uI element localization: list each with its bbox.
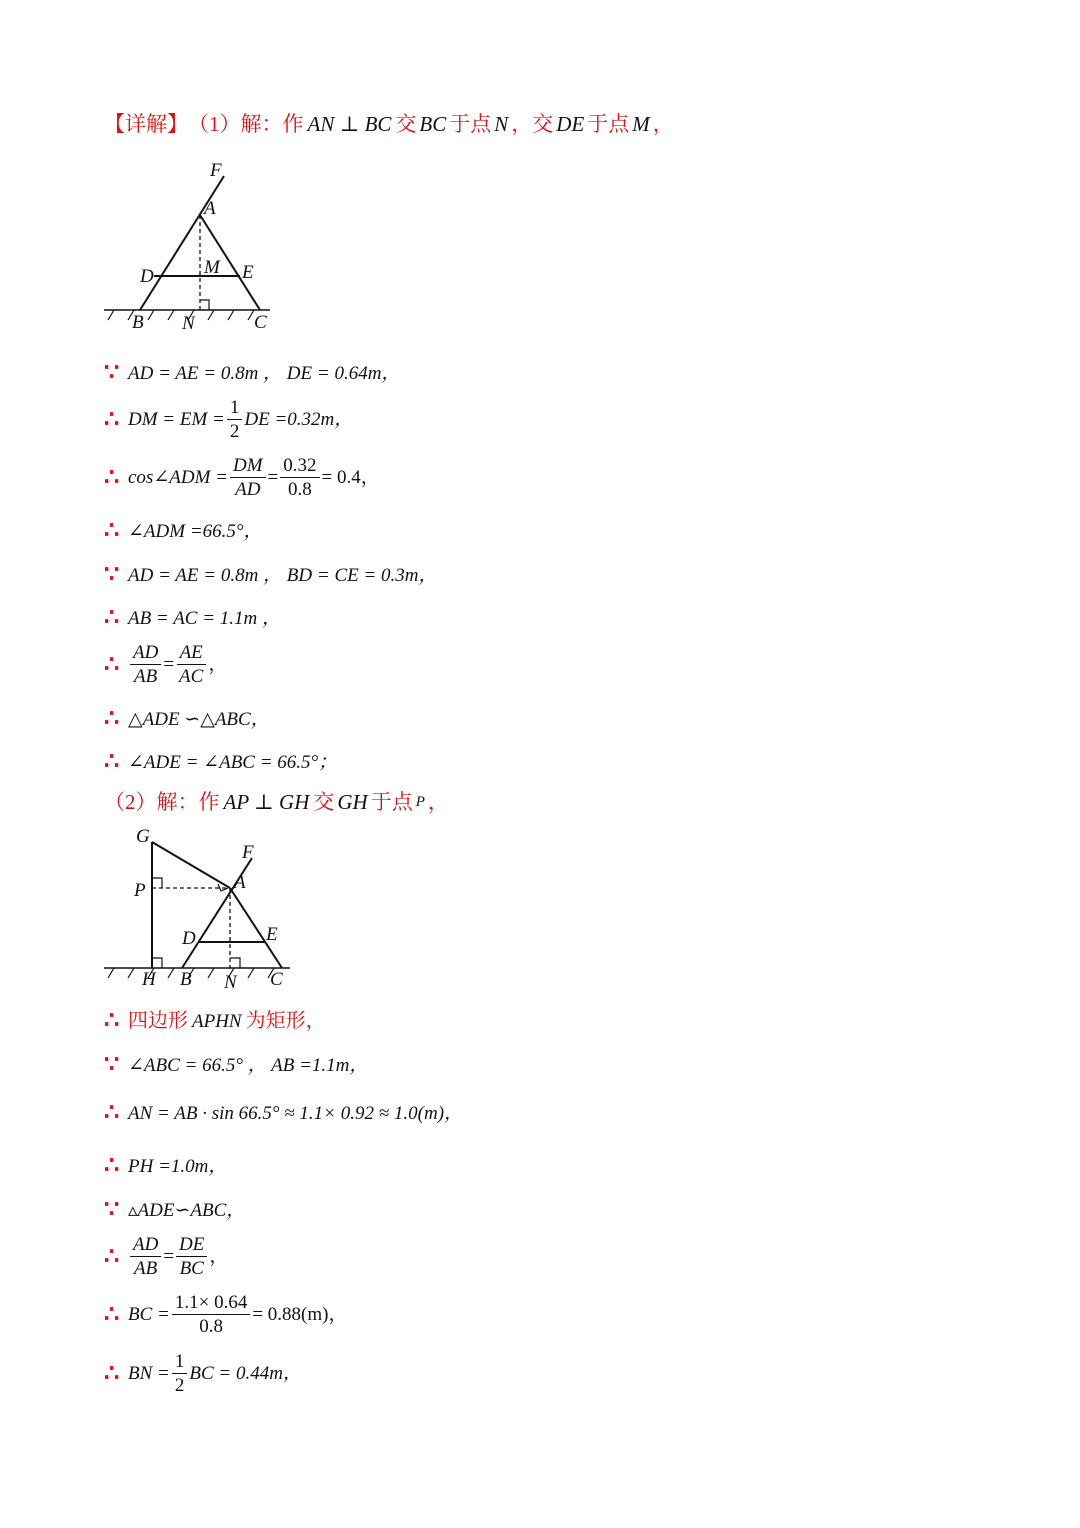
step2-2: ∵ ∠ABC = 66.5° ， AB =1.1m， — [104, 1052, 369, 1078]
step-5: ∵ AD = AE = 0.8m ， BD = CE = 0.3m， — [104, 562, 438, 588]
fraction: $\frac{DM}{AD}$ — [230, 456, 266, 499]
fraction: $\frac{AE}{AC}$ — [176, 643, 206, 686]
step2-6: ∴ $\frac{AD}{AB}$ = $\frac{DE}{BC}$ ， — [104, 1234, 229, 1279]
triangle-figure-2 — [100, 822, 300, 994]
label-f: F — [210, 160, 222, 181]
fraction: $\frac{0.32}{0.8}$ — [280, 456, 319, 499]
label-n: N — [182, 313, 195, 334]
fraction: $\frac{AD}{AB}$ — [130, 643, 161, 686]
label-e: E — [266, 924, 278, 945]
step-6: ∴ AB = AC = 1.1m ， — [104, 605, 282, 631]
fraction: $\frac{1}{2}$ — [227, 398, 243, 441]
step2-1: ∴ 四边形 APHN 为矩形， — [104, 1008, 326, 1034]
step2-4: ∴ PH =1.0m， — [104, 1153, 228, 1179]
label-e: E — [242, 262, 254, 283]
label-g: G — [136, 826, 150, 847]
label-m: M — [204, 257, 220, 278]
fraction: $\frac{1}{2}$ — [172, 1352, 188, 1395]
step-7: ∴ $\frac{AD}{AB}$ = $\frac{AE}{AC}$ ， — [104, 642, 228, 687]
label-d: D — [140, 266, 154, 287]
label-f: F — [242, 842, 254, 863]
detail-tag: 【详解】 — [104, 112, 188, 136]
part2-heading: （2）解：作 AP ⊥ GH 交 GH 于点 P ， — [104, 790, 449, 814]
triangle-figure-1 — [100, 158, 280, 338]
label-a: A — [204, 198, 216, 219]
step2-3: ∴ AN = AB · sin 66.5° ≈ 1.1× 0.92 ≈ 1.0(m)， — [104, 1100, 464, 1126]
fraction: $\frac{DE}{BC}$ — [176, 1235, 207, 1278]
label-b: B — [180, 969, 192, 990]
label-d: D — [182, 928, 196, 949]
solution-heading: 【详解】 （1）解：作 AN ⊥ BC 交 BC 于点 N ， 交 DE 于点 M ， — [104, 112, 674, 136]
label-c: C — [254, 312, 267, 333]
label-c: C — [270, 969, 283, 990]
label-a: A — [234, 872, 246, 893]
fraction: $\frac{1.1\times 0.64}{0.8}$ — [172, 1293, 250, 1336]
step-3: ∴ cos∠ADM = $\frac{DM}{AD}$ = $\frac{0.32}{0.8}$ = 0.4， — [104, 455, 380, 500]
step2-7: ∴ BC = $\frac{1.1\times 0.64}{0.8}$ = 0.88(m)， — [104, 1292, 348, 1337]
step-4: ∴ ∠ADM =66.5°， — [104, 518, 263, 544]
step-8: ∴ △ADE ∽△ABC， — [104, 706, 270, 732]
step2-5: ∵ ▵ADE∽ABC， — [104, 1197, 246, 1223]
label-p: P — [134, 880, 146, 901]
step-9: ∴ ∠ADE = ∠ABC = 66.5°； — [104, 749, 338, 775]
fraction: $\frac{AD}{AB}$ — [130, 1235, 161, 1278]
label-b: B — [132, 312, 144, 333]
label-n: N — [224, 972, 237, 993]
step-2: ∴ DM = EM = $\frac{1}{2}$ DE =0.32m， — [104, 397, 354, 442]
label-h: H — [142, 969, 156, 990]
step2-8: ∴ BN = $\frac{1}{2}$ BC = 0.44m， — [104, 1351, 302, 1396]
step-1: ∵ AD = AE = 0.8m ， DE = 0.64m， — [104, 360, 401, 386]
